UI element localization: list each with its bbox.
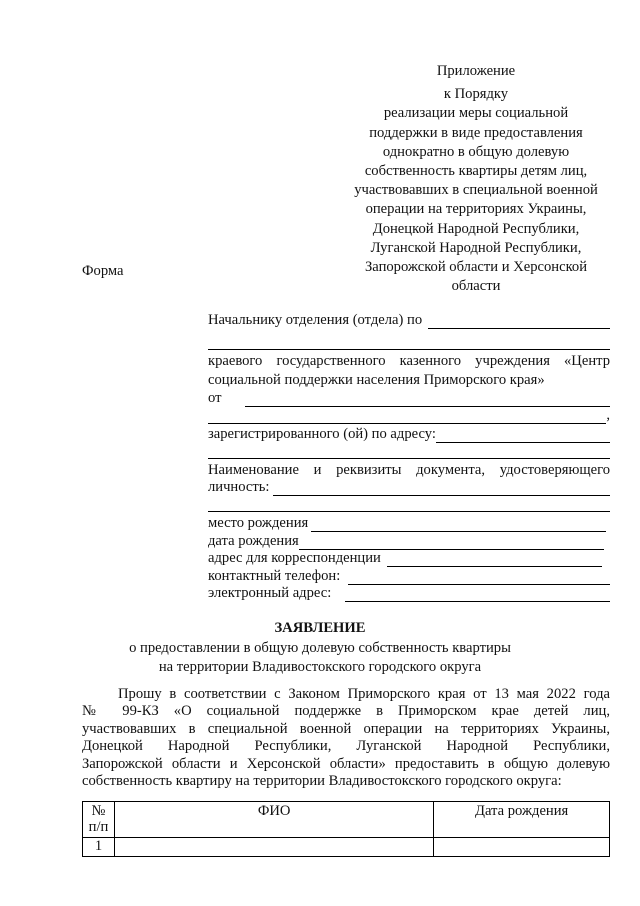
birthplace-label: место рождения bbox=[208, 515, 309, 531]
appendix-line: Луганской Народной Республики, bbox=[370, 239, 582, 256]
appendix-line: Запорожской области и Херсонской bbox=[364, 259, 588, 276]
email-field[interactable] bbox=[345, 587, 610, 602]
registered-label: зарегистрированного (ой) по адресу: bbox=[208, 426, 436, 442]
subtitle-line: на территории Владивостокского городского округа bbox=[158, 659, 482, 675]
paragraph-line: Прошу в соответствии с Законом Приморского края от 13 мая 2022 года bbox=[118, 686, 610, 702]
birthdate-row bbox=[208, 532, 610, 550]
to-label: Начальнику отделения (отдела) по bbox=[208, 312, 423, 328]
table-row bbox=[83, 838, 610, 857]
table-cell-number: 1 bbox=[83, 838, 115, 857]
paragraph-line: Запорожской области и Херсонской области» предоставить в общую долевую bbox=[82, 755, 610, 772]
document-row bbox=[208, 478, 610, 496]
column-header-birthdate: Дата рождения bbox=[434, 802, 610, 838]
birthdate-field[interactable] bbox=[299, 535, 604, 550]
from-label: от bbox=[208, 390, 222, 406]
appendix-line: области bbox=[451, 278, 501, 295]
applicant-name-field-line2[interactable] bbox=[208, 409, 606, 424]
column-header-number: № п/п bbox=[83, 802, 115, 838]
birthplace-row bbox=[208, 514, 610, 532]
document-label: личность: bbox=[208, 479, 270, 495]
paragraph-line: собственность квартиру на территории Владивостокского городского округа: bbox=[82, 773, 562, 790]
registered-address-field[interactable] bbox=[436, 428, 610, 443]
table-cell-name[interactable] bbox=[114, 838, 433, 857]
request-paragraph bbox=[82, 686, 610, 790]
applicant-name-line2-row bbox=[208, 406, 610, 424]
phone-field[interactable] bbox=[348, 570, 610, 585]
comma: , bbox=[606, 407, 610, 423]
appendix-line: поддержки в виде предоставления bbox=[369, 124, 583, 141]
statement-title: ЗАЯВЛЕНИЕ bbox=[274, 620, 366, 636]
identity-document-field[interactable] bbox=[273, 481, 610, 496]
to-row bbox=[208, 311, 610, 329]
appendix-line: реализации меры социальной bbox=[383, 105, 569, 122]
appendix-line: однократно в общую долевую bbox=[382, 143, 570, 160]
statement-subtitle bbox=[60, 639, 580, 677]
from-row bbox=[208, 389, 610, 407]
identity-document-line2[interactable] bbox=[208, 511, 610, 512]
document-line1: Наименование и реквизиты документа, удостоверяющего bbox=[208, 462, 610, 478]
appendix-block bbox=[330, 62, 622, 296]
appendix-line: Донецкой Народной Республики, bbox=[372, 220, 580, 237]
email-label: электронный адрес: bbox=[208, 585, 332, 601]
phone-label: контактный телефон: bbox=[208, 568, 341, 584]
form-label: Форма bbox=[82, 263, 124, 279]
subtitle-line: о предоставлении в общую долевую собственность квартиры bbox=[129, 640, 511, 656]
applicant-name-field[interactable] bbox=[245, 392, 610, 407]
birthplace-field[interactable] bbox=[311, 517, 606, 532]
institution-line1: краевого государственного казенного учреждения «Центр bbox=[208, 353, 610, 369]
email-row bbox=[208, 584, 610, 602]
registered-row bbox=[208, 425, 610, 443]
appendix-title: Приложение bbox=[436, 63, 516, 79]
correspondence-row bbox=[208, 549, 610, 567]
correspondence-address-field[interactable] bbox=[387, 552, 602, 567]
appendix-line: участвовавших в специальной военной bbox=[354, 182, 598, 199]
paragraph-line: участвовавших в специальной военной операции на территориях Украины, bbox=[82, 720, 610, 737]
appendix-line: операции на территориях Украины, bbox=[365, 201, 587, 218]
department-field[interactable] bbox=[428, 314, 610, 329]
birthdate-label: дата рождения bbox=[208, 533, 299, 549]
table-cell-birthdate[interactable] bbox=[434, 838, 610, 857]
registered-address-line2[interactable] bbox=[208, 458, 610, 459]
department-field-line2[interactable] bbox=[208, 349, 610, 350]
institution-line2: социальной поддержки населения Приморского края» bbox=[208, 372, 545, 388]
paragraph-line: Донецкой Народной Республики, Луганской Народной Республики, bbox=[82, 738, 610, 755]
appendix-line: собственность квартиры детям лиц, bbox=[364, 163, 588, 180]
children-table bbox=[82, 801, 610, 857]
phone-row bbox=[208, 567, 610, 585]
table-header-row bbox=[83, 802, 610, 838]
column-header-name: ФИО bbox=[114, 802, 433, 838]
appendix-line: к Порядку bbox=[443, 86, 509, 103]
paragraph-line: № 99-КЗ «О социальной поддержке в Приморском крае детей лиц, bbox=[82, 703, 610, 720]
correspondence-label: адрес для корреспонденции bbox=[208, 550, 381, 566]
